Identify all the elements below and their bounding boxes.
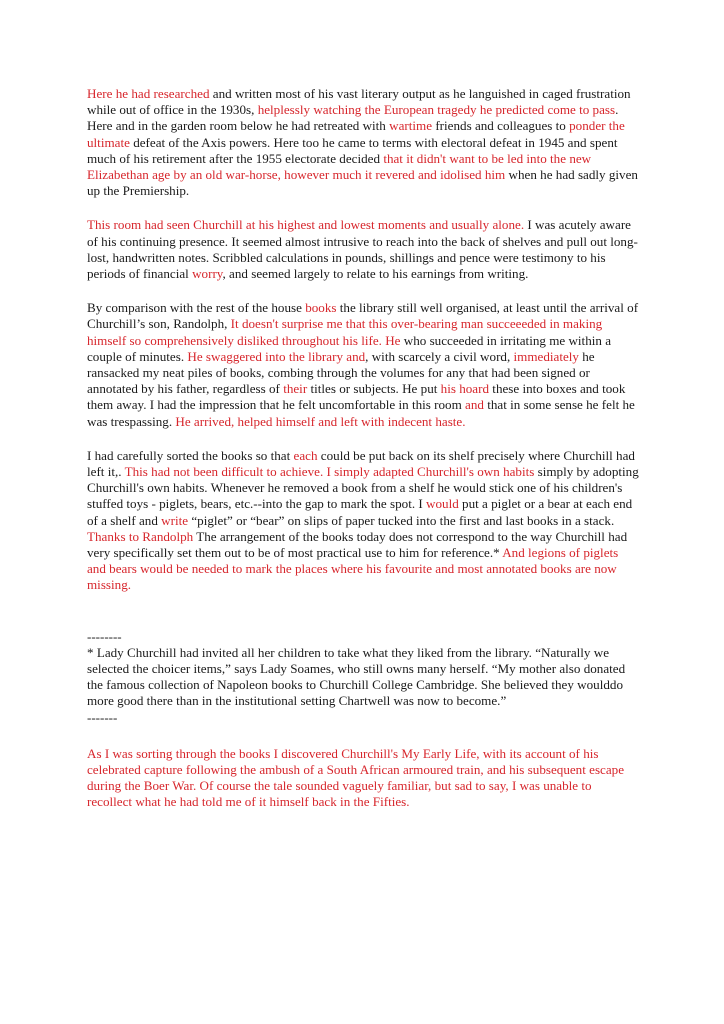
closing-paragraph: As I was sorting through the books I discovered Churchill's My Early Life, with its account of his celebrated capture following the ambush of a South African armoured train, and his subsequent escape during the Boer War. Of course the tale sounded vaguely familiar, but sad to say, I was unable to recollect what he had told me of it himself back in the Fifties. [87,745,625,810]
edited-text-run: wartime [389,118,433,134]
text-run: By comparison with the rest of the house [87,300,306,316]
edited-text-run: their [283,381,308,397]
text-run: could be put back on its shelf precisely where Churchill had left it,. [87,447,635,480]
edited-text-run: He arrived, helped himself and left with indecent haste. [175,413,466,429]
edited-text-run: Thanks to Randolph [87,528,194,544]
text-run: defeat of the Axis powers. Here too he came to terms with electoral defeat in 1945 and spent much of his retirement after the 1955 electorate decided [87,134,618,166]
text-run: the library still well organised, at least until the arrival of Churchill’s son, Randolph, [87,300,639,332]
paragraph-randolph-arrival [87,300,639,430]
paragraph-library-history [87,86,639,199]
edited-text-run: And legions of piglets and bears would be needed to mark the places where his favourite and most annotated books are now missing. [87,545,619,593]
edited-text-run: books [305,300,337,316]
edited-text-run: Here he had researched [87,86,210,101]
text-run: titles or subjects. He put [307,381,441,397]
text-run: , and seemed largely to relate to his earnings from writing. [222,266,529,282]
text-run: put a piglet or a bear at each end of a shelf and [87,496,633,528]
footnote-separator-top: -------- [87,628,122,644]
text-run: , with scarcely a civil word, [365,348,514,364]
paragraph-book-sorting [87,448,639,594]
edited-text-run: would [426,496,459,512]
footnote-separator-bottom: ------- [87,709,118,725]
footnote-text: * Lady Churchill had invited all her children to take what they liked from the library. “Naturally we selected the choicer items,” says Lady Soames, who still owns many herself. “My mother also donated the famous collection of Napoleon books to Churchill College Cambridge. She believed they woulddo more good there than in the institutional setting Chartwell was now to become.” [87,644,626,709]
edited-text-run: This had not been difficult to achieve. I simply adapted Churchill's own habits [124,464,535,480]
edited-text-run: This room had seen Churchill at his highest and lowest moments and usually alone. [87,217,525,233]
paragraph-room-memories [87,217,639,282]
text-run: that in some sense he felt he was trespassing. [87,397,635,429]
edited-text-run: ponder the ultimate [87,118,625,150]
edited-text-run: that it didn't want to be led into the new Elizabethan age by an old war-horse, however much it revered and idolised him [87,150,592,183]
text-run: The arrangement of the books today does not correspond to the way Churchill had very specifically set them out to be of most practical use to him for reference.* [87,528,628,561]
edited-text-run: and [465,397,484,413]
edited-text-run: He swaggered into the library and [187,348,366,364]
edited-text-run: write [161,512,189,528]
edited-text-run: helplessly watching the European tragedy he predicted come to pass [257,102,616,118]
text-run: and written most of his vast literary output as he languished in caged frustration while out of office in the 1930s, [87,86,631,118]
edited-text-run: It doesn't surprise me that this over-bearing man succeeeded in making himself so comprehensively disliked throughout his life. He [87,316,603,348]
text-run: who succeeded in irritating me within a couple of minutes. [87,332,612,364]
text-run: friends and colleagues to [432,118,570,134]
edited-text-run: his hoard [440,381,490,397]
text-run: I was acutely aware of his continuing presence. It seemed almost intrusive to reach into the back of shelves and pull out long-lost, handwritten notes. Scribbled calculations in pounds, shillings and pence were testimony to his periods of financial [87,217,638,282]
edited-text-run: immediately [513,348,579,364]
text-run: “piglet” or “bear” on slips of paper tucked into the first and last books in a stack. [188,512,615,528]
text-run: . Here and in the garden room below he had retreated with [87,102,619,134]
text-run: when he had sadly given up the Premiership. [87,167,638,199]
text-run: he ransacked my neat piles of books, combing through the volumes for any that had been signed or annotated by his father, regardless of [87,348,595,397]
text-run: I had carefully sorted the books so that [87,447,294,463]
text-run: these into boxes and took them away. I had the impression that he felt uncomfortable in this room [87,381,626,413]
edited-text-run: each [293,447,318,463]
text-run: simply by adopting Churchill's own habits. Whenever he removed a book from a shelf he would stick one of his children's stuffed toys - piglets, bears, etc.--into the gap to mark the spot. I [87,464,639,512]
edited-text-run: worry [192,266,223,282]
